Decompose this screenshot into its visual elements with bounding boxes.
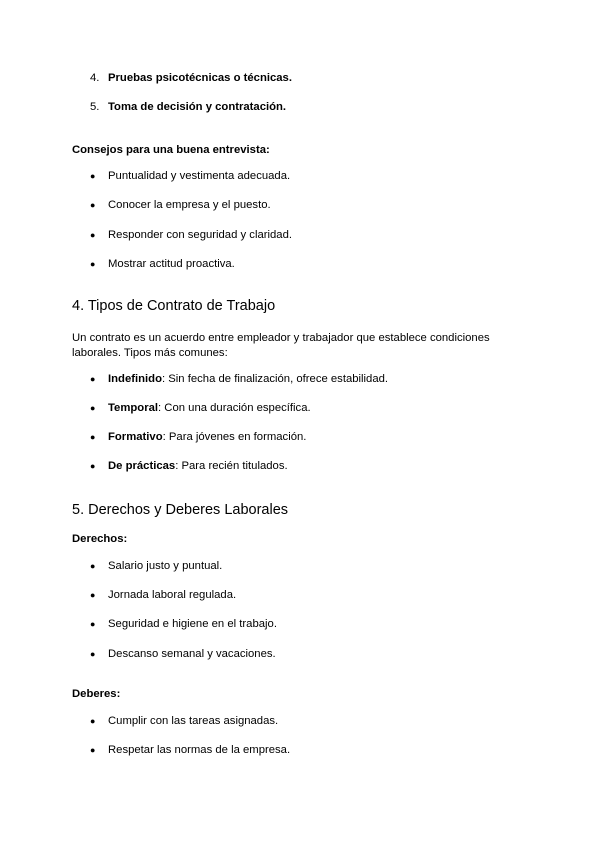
bullet-icon: ● [90,230,96,240]
item-number: 5. [90,101,100,113]
list-item-text: Cumplir con las tareas asignadas. [108,715,279,727]
bullet-icon: ● [90,259,96,269]
list-item-text: Jornada laboral regulada. [108,589,237,601]
section-title: 4. Tipos de Contrato de Trabajo [72,298,276,314]
bullet-icon: ● [90,171,96,181]
list-item-text: Responder con seguridad y claridad. [108,229,292,241]
bullet-icon: ● [90,200,96,210]
list-item-text [108,373,388,385]
bullet-icon: ● [90,561,96,571]
bullet-icon: ● [90,619,96,629]
bullet-icon: ● [90,649,96,659]
section-title: 5. Derechos y Deberes Laborales [72,502,289,518]
item-text: Pruebas psicotécnicas o técnicas. [108,72,292,84]
consejos-heading-text: Consejos para una buena entrevista: [72,144,270,156]
bullet-icon: ● [90,716,96,726]
list-item-text [108,431,306,443]
bullet-icon: ● [90,461,96,471]
list-item-text: Descanso semanal y vacaciones. [108,648,276,660]
term-description: : Con una duración específica. [158,402,311,414]
bullet-icon: ● [90,374,96,384]
list-item-text [108,460,288,472]
derechos-heading-text: Derechos: [72,533,128,545]
paragraph-line: Un contrato es un acuerdo entre empleador y trabajador que establece condiciones [72,332,490,344]
bullet-icon: ● [90,432,96,442]
paragraph-line: laborales. Tipos más comunes: [72,347,228,359]
bullet-icon: ● [90,590,96,600]
term: Formativo [108,431,163,443]
item-text: Toma de decisión y contratación. [108,101,287,113]
list-item-text [108,402,311,414]
item-number: 4. [90,72,100,84]
bullet-icon: ● [90,403,96,413]
term: Indefinido [108,373,162,385]
deberes-heading-text: Deberes: [72,688,121,700]
term-description: : Para recién titulados. [175,460,288,472]
term-description: : Sin fecha de finalización, ofrece estabilidad. [161,373,389,385]
term: De prácticas [108,460,176,472]
list-item-text: Conocer la empresa y el puesto. [108,199,271,211]
list-item-text: Puntualidad y vestimenta adecuada. [108,170,291,182]
list-item-text: Respetar las normas de la empresa. [108,744,291,756]
list-item-text: Seguridad e higiene en el trabajo. [108,618,277,630]
list-item-text: Mostrar actitud proactiva. [108,258,235,270]
list-item-text: Salario justo y puntual. [108,560,223,572]
bullet-icon: ● [90,745,96,755]
term-description: : Para jóvenes en formación. [162,431,307,443]
term: Temporal [108,402,159,414]
